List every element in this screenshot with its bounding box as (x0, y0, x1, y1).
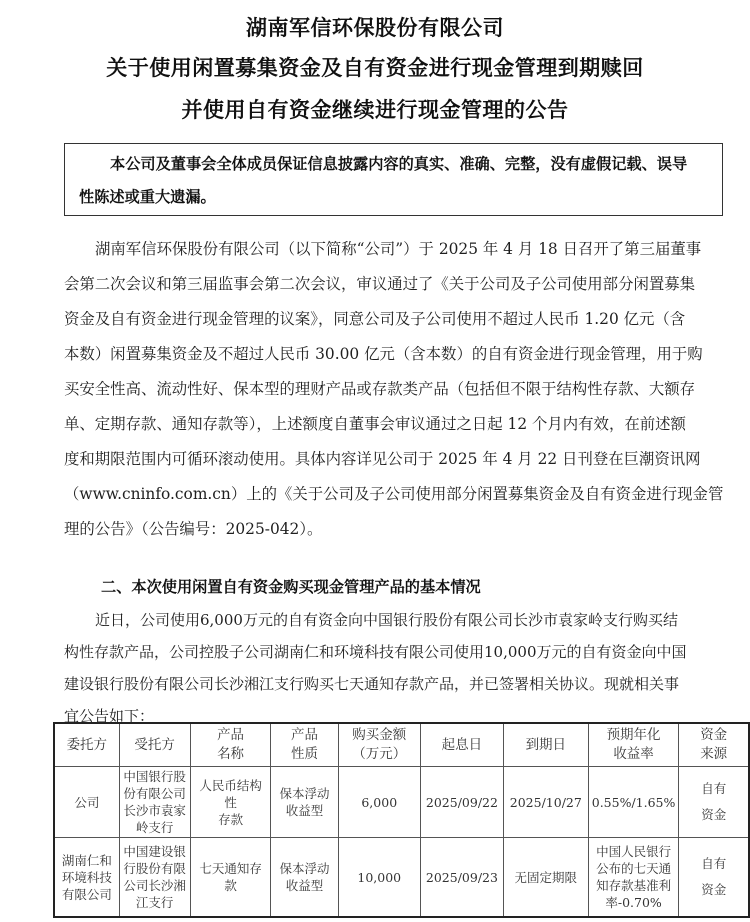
table-cell: 2025/10/27 (503, 767, 588, 838)
header-cell: 产品 名称 (190, 723, 271, 767)
paragraph-details (64, 603, 744, 731)
company-name: 湖南军信环保股份有限公司 (246, 16, 504, 40)
table-cell: 6,000 (338, 767, 420, 838)
text-line: 度和期限范围内可循环滚动使用。具体内容详见公司于 2025 年 4 月 22 日刊登在巨潮资讯网 (64, 450, 701, 468)
section-heading: 二、本次使用闲置自有资金购买现金管理产品的基本情况 (101, 578, 481, 596)
table-cell: 自有 资金 (679, 767, 749, 838)
table-cell: 0.55%/1.65% (588, 767, 679, 838)
header-cell: 委托方 (54, 723, 119, 767)
table-cell: 人民币结构性 存款 (190, 767, 271, 838)
disclosure-notice-box (64, 143, 723, 216)
notice-line: 性陈述或重大遗漏。 (79, 188, 216, 206)
notice-line: 本公司及董事会全体成员保证信息披露内容的真实、准确、完整，没有虚假记载、误导 (110, 155, 688, 173)
table-cell: 中国建设银 行股份有限 公司长沙湘 江支行 (119, 838, 190, 918)
cash-management-products-table (53, 722, 750, 918)
table-cell: 七天通知存款 (190, 838, 271, 918)
announcement-title-line2: 并使用自有资金继续进行现金管理的公告 (181, 98, 569, 122)
table-cell: 公司 (54, 767, 119, 838)
header-cell: 起息日 (420, 723, 503, 767)
table-cell: 2025/09/22 (420, 767, 503, 838)
table-cell: 湖南仁和 环境科技 有限公司 (54, 838, 119, 918)
text-line: 资金及自有资金进行现金管理的议案》，同意公司及子公司使用不超过人民币 1.20 亿元（含 (64, 310, 686, 328)
text-line: 本数）闲置募集资金及不超过人民币 30.00 亿元（含本数）的自有资金进行现金管理，用于购 (64, 345, 703, 363)
text-line: 湖南军信环保股份有限公司（以下简称“公司”）于 2025 年 4 月 18 日召开了第三届董事 (95, 240, 702, 258)
text-line: （www.cninfo.com.cn）上的《关于公司及子公司使用部分闲置募集资金及自有资金进行现金管 (64, 485, 724, 503)
table-cell: 10,000 (338, 838, 420, 918)
text-line: 近日，公司使用6,000万元的自有资金向中国银行股份有限公司长沙市袁家岭支行购买结 (95, 611, 678, 629)
text-line: 买安全性高、流动性好、保本型的理财产品或存款类产品（包括但不限于结构性存款、大额存 (64, 380, 696, 398)
text-line: 建设银行股份有限公司长沙湘江支行购买七天通知存款产品，并已签署相关协议。现就相关事 (64, 675, 680, 693)
header-cell: 产品 性质 (271, 723, 338, 767)
table-header-row (54, 723, 749, 767)
text-line: 单、定期存款、通知存款等），上述额度自董事会审议通过之日起 12 个月内有效，在前述额 (64, 415, 686, 433)
header-cell: 购买金额 （万元） (338, 723, 420, 767)
text-line: 构性存款产品，公司控股子公司湖南仁和环境科技有限公司使用10,000万元的自有资金向中国 (64, 643, 687, 661)
header-cell: 到期日 (503, 723, 588, 767)
announcement-title-line1: 关于使用闲置募集资金及自有资金进行现金管理到期赎回 (106, 56, 644, 80)
table-cell: 无固定期限 (503, 838, 588, 918)
text-line: 宜公告如下： (64, 707, 155, 725)
text-line: 会第二次会议和第三届监事会第二次会议，审议通过了《关于公司及子公司使用部分闲置募集 (64, 275, 696, 293)
text-line: 理的公告》（公告编号：2025-042）。 (64, 520, 323, 538)
table-row (54, 838, 749, 918)
header-cell: 预期年化 收益率 (588, 723, 679, 767)
table-cell: 中国银行股 份有限公司 长沙市袁家 岭支行 (119, 767, 190, 838)
table-cell: 2025/09/23 (420, 838, 503, 918)
header-cell: 资金 来源 (679, 723, 749, 767)
table-cell: 自有 资金 (679, 838, 749, 918)
table-row (54, 767, 749, 838)
table-cell: 保本浮动 收益型 (271, 767, 338, 838)
table-cell: 中国人民银行 公布的七天通 知存款基准利 率-0.70% (588, 838, 679, 918)
header-cell: 受托方 (119, 723, 190, 767)
table-cell: 保本浮动 收益型 (271, 838, 338, 918)
paragraph-background (64, 232, 744, 547)
